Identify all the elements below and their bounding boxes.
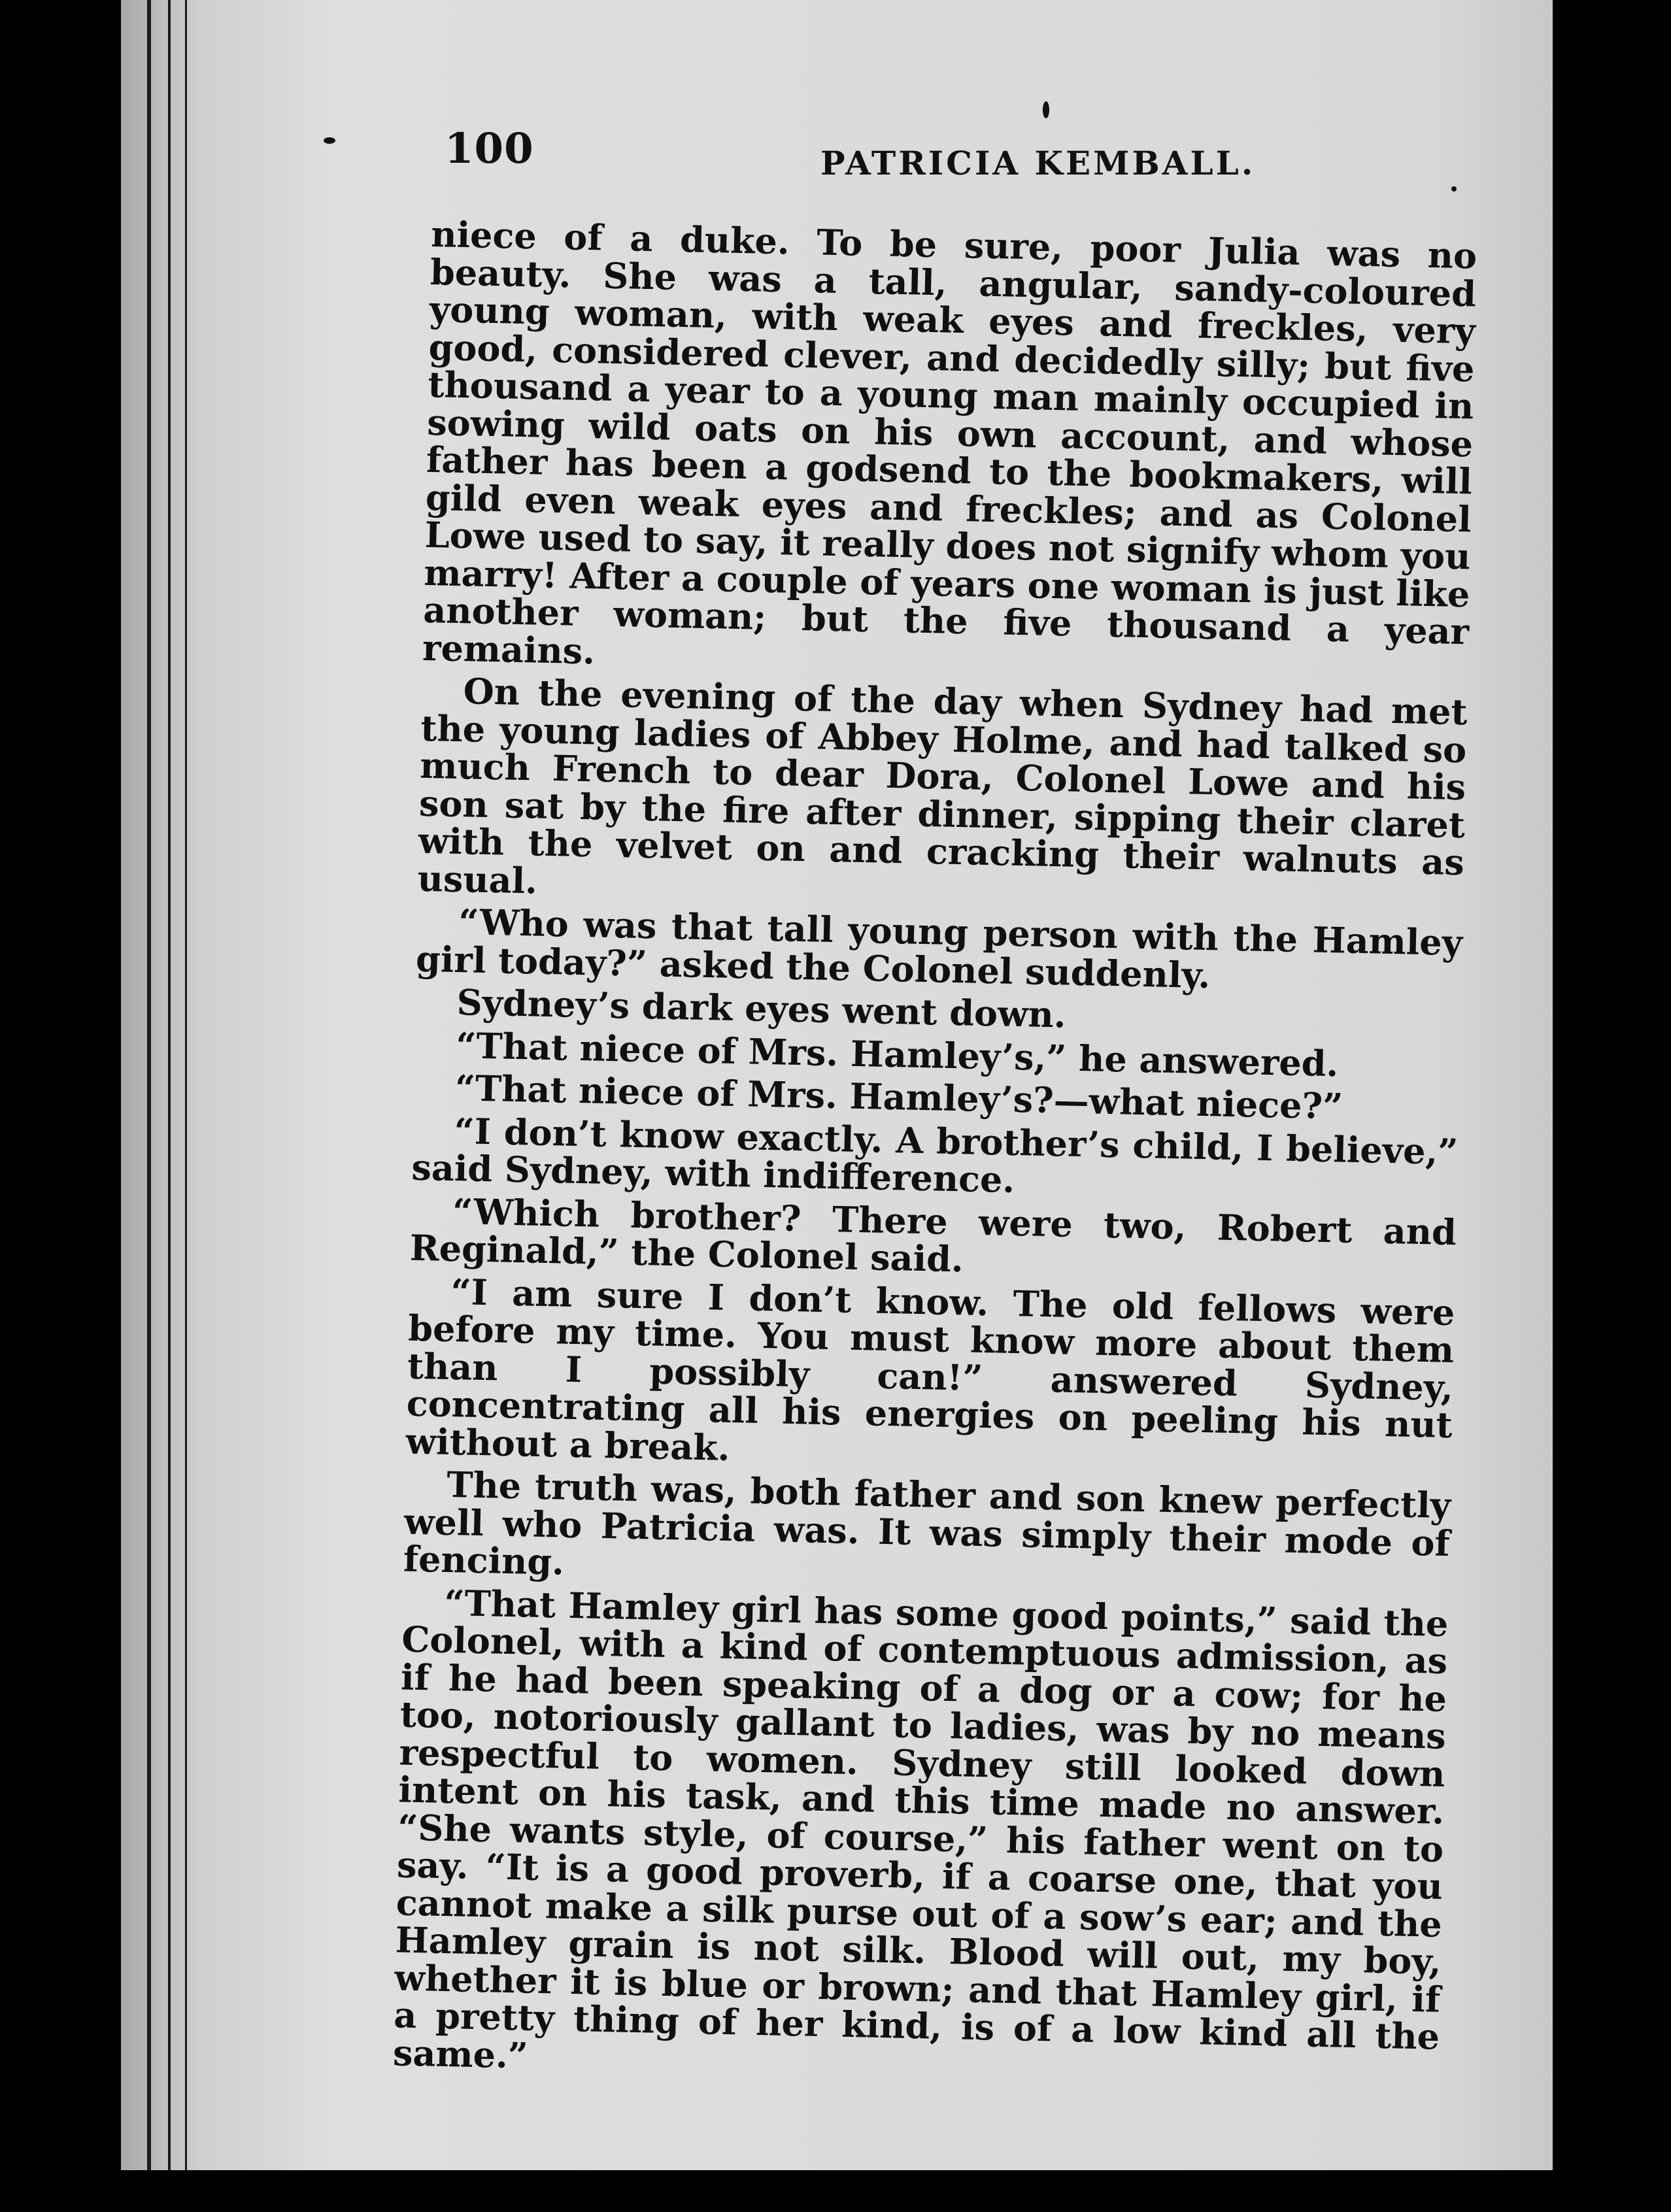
paragraph: niece of a duke. To be sure, poor Julia was no beauty. She was a tall, angular, sandy-coloured young woman, with weak eyes and freckles, very good, considered clever, and decidedly silly; but five thousand a year to a young man mainly occupied in sowing wild oats on his own account, and whose father has been a godsend to the bookmakers, will gild even weak eyes and freckles; and as Colonel Lowe used to say, it really does not signify whom you marry! After a couple of years one woman is just like another woman; but the five thousand a year remains.: [422, 213, 1477, 672]
paragraph: “That niece of Mrs. Hamley’s?—what niece?”: [454, 1067, 1343, 1128]
binding-edge: [147, 0, 151, 2170]
paragraph: “Which brother? There were two, Robert and Reginald,” the Colonel said.: [409, 1190, 1457, 1281]
binding-edge: [168, 0, 171, 2170]
binding-edge: [185, 0, 187, 2170]
scan-speck: [324, 137, 335, 144]
paragraph: “Who was that tall young person with the Hamley girl today?” asked the Colonel suddenly.: [415, 901, 1463, 996]
paragraph: On the evening of the day when Sydney had met the young ladies of Abbey Holme, and had talked so much French to dear Dora, Colonel Lowe and his son sat by the fire after dinner, sipping their claret with the velvet on and cracking their walnuts as usual.: [417, 670, 1468, 902]
body-text: [392, 213, 1477, 2099]
paragraph: “That Hamley girl has some good points,” said the Colonel, with a kind of contemptuous admission, as if he had been speaking of a dog or a cow; for he too, notoriously gallant to ladies, was by no means respectful to women. Sydney still looked down intent on his task, and this time made no answer. “She wants style, of course,” his father went on to say. “It is a good proverb, if a coarse one, that you cannot make a silk purse out of a sow’s ear; and the Hamley grain is not silk. Blood will out, my boy, whether it is blue or brown; and that Hamley girl, if a pretty thing of her kind, is of a low kind all the same.”: [392, 1581, 1449, 2077]
paragraph: Sydney’s dark eyes went down.: [456, 981, 1067, 1036]
scan-speck: [1043, 101, 1049, 118]
paragraph: “That niece of Mrs. Hamley’s,” he answered.: [455, 1024, 1340, 1084]
page-number: 100: [445, 124, 534, 173]
running-title: PATRICIA KEMBALL.: [820, 144, 1256, 182]
page-header: [445, 118, 1464, 196]
paragraph: “I don’t know exactly. A brother’s child, I believe,” said Sydney, with indifference.: [411, 1109, 1459, 1201]
paragraph: The truth was, both father and son knew perfectly well who Patricia was. It was simply their mode of fencing.: [403, 1463, 1451, 1583]
paragraph: “I am sure I don’t know. The old fellows were before my time. You must know more about them than I possibly can!” answered Sydney, concentrating all his energies on peeling his nut without a break.: [405, 1270, 1455, 1469]
